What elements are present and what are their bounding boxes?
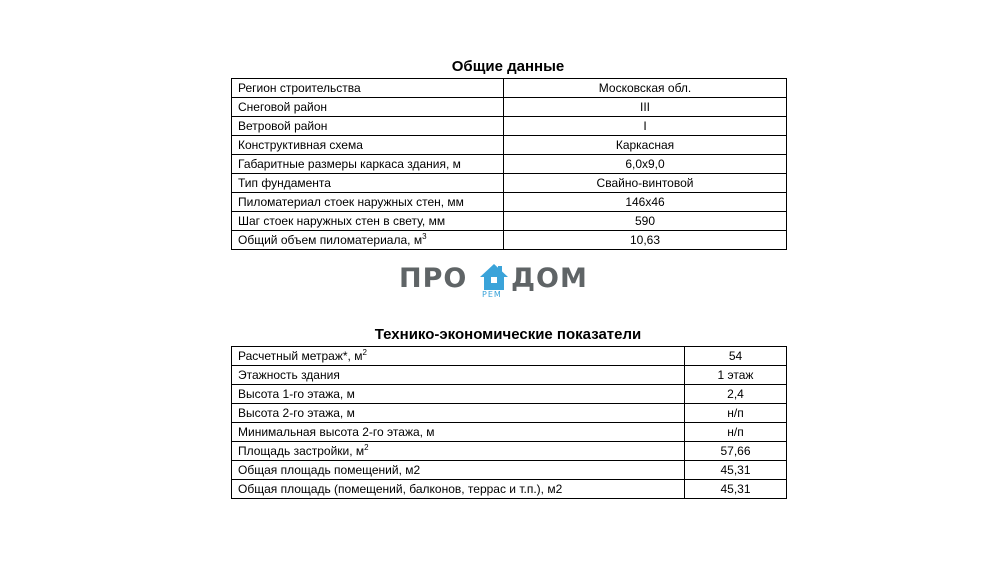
unit-superscript: 2 bbox=[364, 443, 369, 452]
row-label: Тип фундамента bbox=[232, 174, 504, 193]
tep-title: Технико-экономические показатели bbox=[374, 326, 642, 343]
table-row bbox=[232, 98, 787, 117]
row-label bbox=[232, 442, 685, 461]
row-label: Пиломатериал стоек наружных стен, мм bbox=[232, 193, 504, 212]
row-value: Каркасная bbox=[504, 136, 787, 155]
row-value: 54 bbox=[685, 347, 787, 366]
general-data-title: Общие данные bbox=[451, 58, 565, 75]
table-row bbox=[232, 174, 787, 193]
table-row bbox=[232, 347, 787, 366]
row-value: 6,0х9,0 bbox=[504, 155, 787, 174]
prodom-logo bbox=[399, 262, 599, 302]
table-row bbox=[232, 385, 787, 404]
row-value: 2,4 bbox=[685, 385, 787, 404]
logo-text-rem: РЕМ bbox=[482, 290, 502, 299]
row-value: 1 этаж bbox=[685, 366, 787, 385]
row-label: Этажность здания bbox=[232, 366, 685, 385]
row-value: 146х46 bbox=[504, 193, 787, 212]
table-row bbox=[232, 442, 787, 461]
row-value: Свайно-винтовой bbox=[504, 174, 787, 193]
row-label: Минимальная высота 2-го этажа, м bbox=[232, 423, 685, 442]
row-value: н/п bbox=[685, 404, 787, 423]
row-label: Высота 1-го этажа, м bbox=[232, 385, 685, 404]
general-data-table bbox=[231, 78, 787, 250]
row-value: 590 bbox=[504, 212, 787, 231]
row-label: Регион строительства bbox=[232, 79, 504, 98]
row-value: I bbox=[504, 117, 787, 136]
unit-superscript: 3 bbox=[422, 232, 427, 241]
table-row bbox=[232, 231, 787, 250]
table-row bbox=[232, 155, 787, 174]
row-label bbox=[232, 231, 504, 250]
row-label: Общая площадь (помещений, балконов, террас и т.п.), м2 bbox=[232, 480, 685, 499]
row-label: Ветровой район bbox=[232, 117, 504, 136]
table-row bbox=[232, 480, 787, 499]
table-row bbox=[232, 423, 787, 442]
table-row bbox=[232, 461, 787, 480]
row-value: 57,66 bbox=[685, 442, 787, 461]
row-value: 45,31 bbox=[685, 480, 787, 499]
tep-table bbox=[231, 346, 787, 499]
table-row bbox=[232, 136, 787, 155]
row-label bbox=[232, 347, 685, 366]
table-row bbox=[232, 193, 787, 212]
row-label: Снеговой район bbox=[232, 98, 504, 117]
row-label-text: Общий объем пиломатериала, м bbox=[238, 233, 423, 247]
row-label: Конструктивная схема bbox=[232, 136, 504, 155]
table-row bbox=[232, 404, 787, 423]
row-label: Высота 2-го этажа, м bbox=[232, 404, 685, 423]
row-value: 10,63 bbox=[504, 231, 787, 250]
row-value: н/п bbox=[685, 423, 787, 442]
row-value: III bbox=[504, 98, 787, 117]
row-label-text: Расчетный метраж*, м bbox=[238, 349, 363, 363]
row-value: Московская обл. bbox=[504, 79, 787, 98]
row-label-text: Площадь застройки, м bbox=[238, 444, 365, 458]
row-label: Шаг стоек наружных стен в свету, мм bbox=[232, 212, 504, 231]
table-row bbox=[232, 117, 787, 136]
row-value: 45,31 bbox=[685, 461, 787, 480]
table-row bbox=[232, 366, 787, 385]
logo-text-pro: ПРО bbox=[399, 263, 468, 294]
logo-text-dom: ДОМ bbox=[511, 263, 588, 294]
table-row bbox=[232, 79, 787, 98]
unit-superscript: 2 bbox=[362, 348, 367, 357]
row-label: Общая площадь помещений, м2 bbox=[232, 461, 685, 480]
table-row bbox=[232, 212, 787, 231]
row-label: Габаритные размеры каркаса здания, м bbox=[232, 155, 504, 174]
house-icon bbox=[479, 262, 509, 292]
